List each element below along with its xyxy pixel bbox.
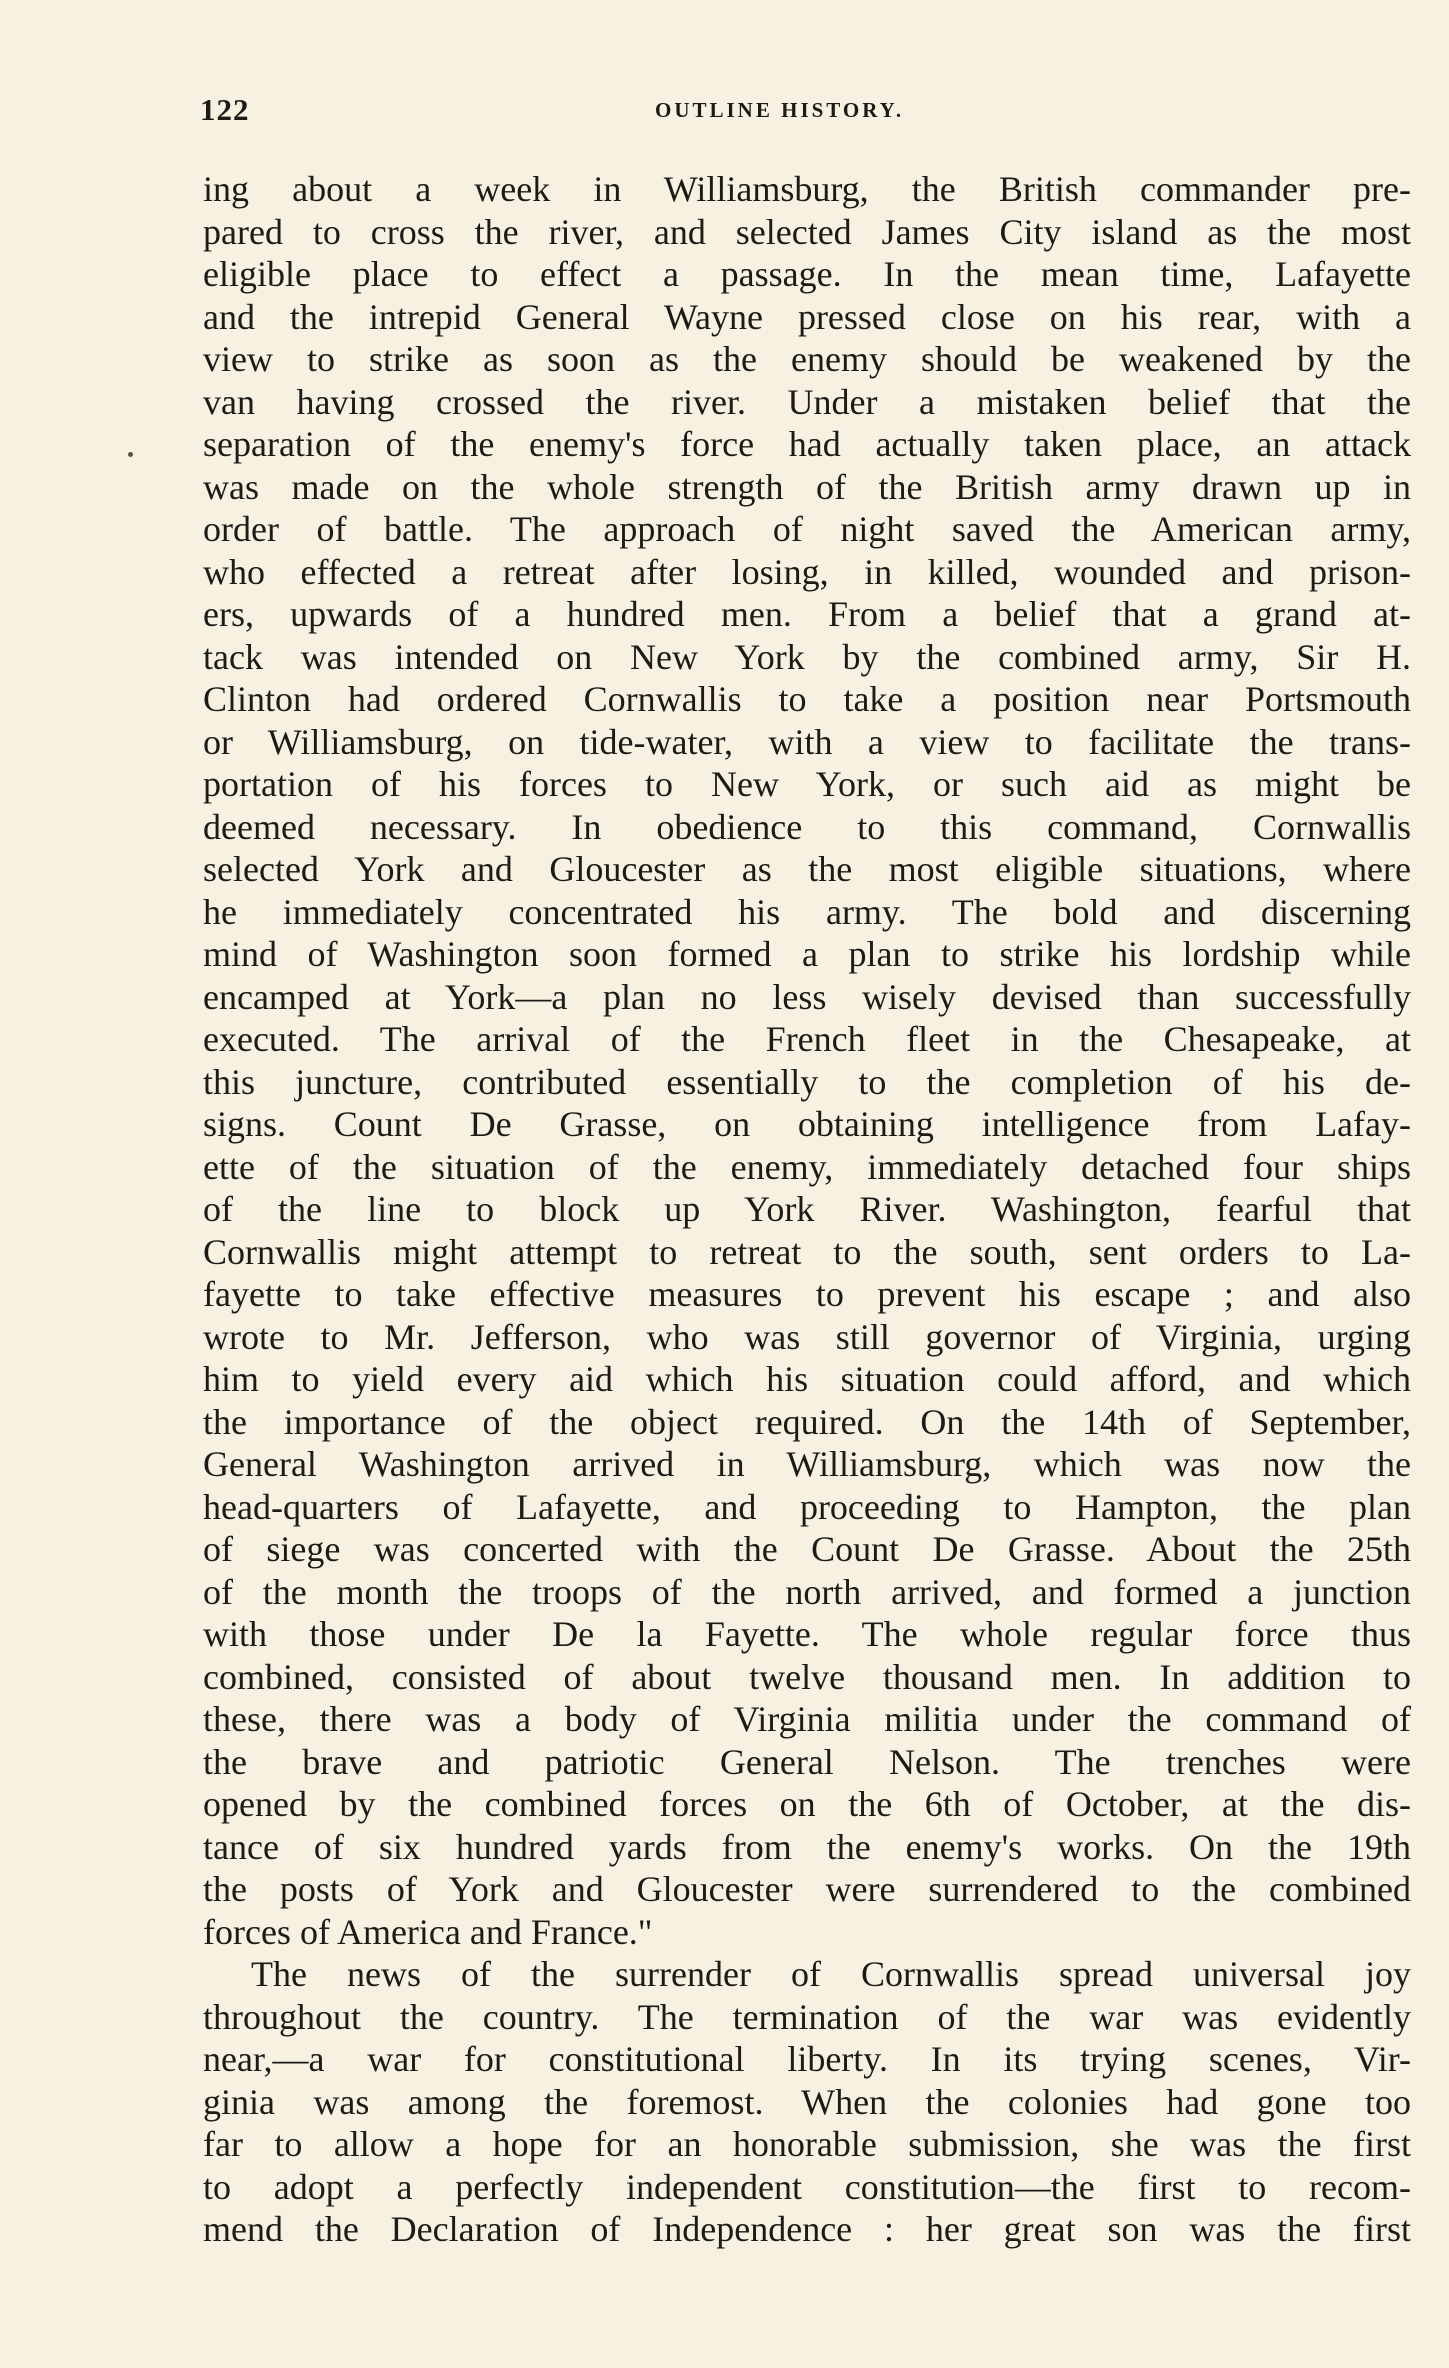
text-line: van having crossed the river. Under a mistaken belief that the bbox=[203, 381, 1411, 422]
text-line: Cornwallis might attempt to retreat to the south, sent orders to La- bbox=[203, 1231, 1411, 1272]
text-line: far to allow a hope for an honorable submission, she was the first bbox=[203, 2124, 1411, 2164]
text-line: ginia was among the foremost. When the colonies had gone too bbox=[203, 2081, 1411, 2122]
text-line: view to strike as soon as the enemy should be weakened by the bbox=[203, 339, 1411, 379]
text-line: these, there was a body of Virginia militia under the command of bbox=[203, 1699, 1411, 1739]
text-line: and the intrepid General Wayne pressed close on his rear, with a bbox=[203, 296, 1411, 337]
text-line: encamped at York—a plan no less wisely devised than successfully bbox=[203, 976, 1411, 1017]
text-line: mend the Declaration of Independence : her great son was the first bbox=[203, 2209, 1411, 2249]
text-line: separation of the enemy's force had actually taken place, an attack bbox=[203, 424, 1411, 464]
text-line: this juncture, contributed essentially to the completion of his de- bbox=[203, 1061, 1411, 1102]
text-line: selected York and Gloucester as the most eligible situations, where bbox=[203, 849, 1411, 889]
text-line: mind of Washington soon formed a plan to strike his lordship while bbox=[203, 934, 1411, 974]
text-line: near,—a war for constitutional liberty. In its trying scenes, Vir- bbox=[203, 2039, 1411, 2079]
text-line: him to yield every aid which his situation could afford, and which bbox=[203, 1359, 1411, 1399]
text-line: the importance of the object required. On the 14th of September, bbox=[203, 1401, 1411, 1442]
text-line: pared to cross the river, and selected James City island as the most bbox=[203, 211, 1411, 252]
text-line: executed. The arrival of the French fleet in the Chesapeake, at bbox=[203, 1019, 1411, 1059]
text-line: signs. Count De Grasse, on obtaining intelligence from Lafay- bbox=[203, 1104, 1411, 1144]
text-line: forces of America and France." bbox=[203, 1911, 653, 1952]
body-text bbox=[203, 168, 1411, 2251]
text-line: he immediately concentrated his army. The bold and discerning bbox=[203, 891, 1411, 932]
text-line: the brave and patriotic General Nelson. The trenches were bbox=[203, 1741, 1411, 1782]
page-number: 122 bbox=[200, 92, 250, 127]
text-line: with those under De la Fayette. The whole regular force thus bbox=[203, 1614, 1411, 1654]
text-line: order of battle. The approach of night saved the American army, bbox=[203, 509, 1411, 549]
text-line: of siege was concerted with the Count De Grasse. About the 25th bbox=[203, 1529, 1411, 1569]
text-line: was made on the whole strength of the British army drawn up in bbox=[203, 466, 1411, 507]
text-line: tance of six hundred yards from the enemy's works. On the 19th bbox=[203, 1826, 1411, 1867]
text-line: combined, consisted of about twelve thousand men. In addition to bbox=[203, 1656, 1411, 1697]
running-head: OUTLINE HISTORY. bbox=[655, 98, 905, 122]
text-line: General Washington arrived in Williamsburg, which was now the bbox=[203, 1444, 1411, 1484]
text-line: fayette to take effective measures to prevent his escape ; and also bbox=[203, 1274, 1411, 1314]
text-line: throughout the country. The termination of the war was evidently bbox=[203, 1996, 1411, 2037]
text-line: head-quarters of Lafayette, and proceeding to Hampton, the plan bbox=[203, 1486, 1411, 1527]
text-line: the posts of York and Gloucester were surrendered to the combined bbox=[203, 1869, 1411, 1909]
text-line: portation of his forces to New York, or such aid as might be bbox=[203, 764, 1411, 804]
text-line: eligible place to effect a passage. In the mean time, Lafayette bbox=[203, 254, 1411, 294]
margin-mark bbox=[128, 452, 133, 457]
text-line: ette of the situation of the enemy, immediately detached four ships bbox=[203, 1146, 1411, 1187]
text-line: ing about a week in Williamsburg, the British commander pre- bbox=[203, 169, 1411, 209]
text-line: to adopt a perfectly independent constitution—the first to recom- bbox=[203, 2166, 1411, 2207]
text-line: opened by the combined forces on the 6th of October, at the dis- bbox=[203, 1784, 1411, 1824]
text-line: or Williamsburg, on tide-water, with a view to facilitate the trans- bbox=[203, 721, 1411, 762]
text-line: ers, upwards of a hundred men. From a belief that a grand at- bbox=[203, 594, 1411, 634]
text-line: Clinton had ordered Cornwallis to take a position near Portsmouth bbox=[203, 679, 1411, 719]
text-line: who effected a retreat after losing, in killed, wounded and prison- bbox=[203, 551, 1411, 592]
text-line: deemed necessary. In obedience to this command, Cornwallis bbox=[203, 806, 1411, 847]
page-header bbox=[200, 92, 1410, 132]
text-line: of the line to block up York River. Washington, fearful that bbox=[203, 1189, 1411, 1229]
text-line: The news of the surrender of Cornwallis spread universal joy bbox=[251, 1954, 1411, 1994]
text-line: of the month the troops of the north arrived, and formed a junction bbox=[203, 1571, 1411, 1612]
text-line: wrote to Mr. Jefferson, who was still governor of Virginia, urging bbox=[203, 1316, 1411, 1357]
text-line: tack was intended on New York by the combined army, Sir H. bbox=[203, 636, 1411, 677]
